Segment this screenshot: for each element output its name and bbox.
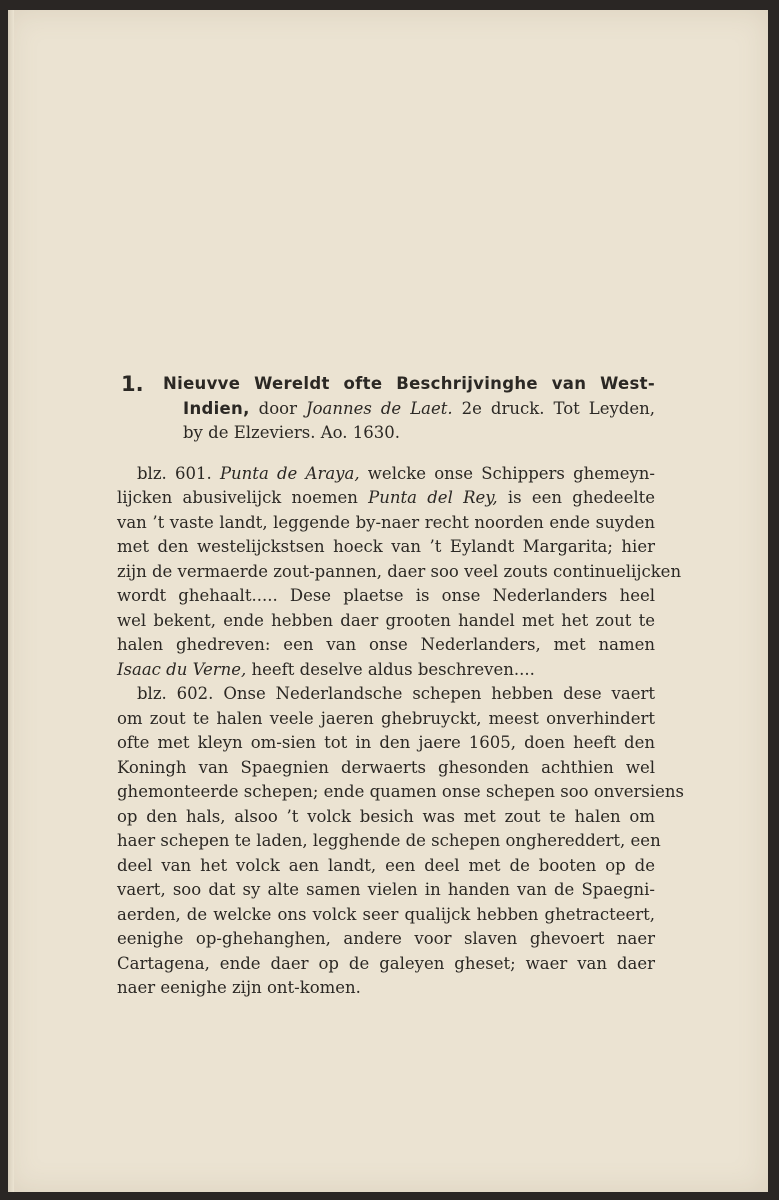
text-line: aerden, de welcke ons volck seer qualijck hebben ghetracteert,	[117, 904, 655, 924]
text-line: blz. 602. Onse Nederlandsche schepen hebben dese vaert	[137, 684, 655, 703]
place-name: Punta del Rey,	[368, 488, 498, 507]
text-line	[117, 486, 655, 511]
text-line: zijn de vermaerde zout-pannen, daer soo veel zouts continuelijcken	[117, 561, 682, 581]
entry-title-line-2	[163, 397, 655, 422]
text-line: deel van het volck aen landt, een deel met de booten op de	[117, 855, 655, 875]
text-line: ofte met kleyn om-sien tot in den jaere 1605, doen heeft den	[117, 733, 655, 752]
paragraph-blz-601	[117, 462, 682, 683]
entry-author: Joannes de Laet.	[306, 398, 453, 418]
text-line: haer schepen te laden, legghende de schepen onghereddert, een	[117, 831, 661, 850]
text-line: halen ghedreven: een van onse Nederlanders, met namen	[117, 635, 655, 654]
text-line: om zout te halen veele jaeren ghebruyckt, meest onverhindert	[117, 708, 655, 728]
text-line: eenighe op-ghehanghen, andere voor slaven ghevoert naer	[117, 929, 655, 948]
text-line: vaert, soo dat sy alte samen vielen in handen van de Spaegni-	[117, 880, 655, 899]
text-line	[117, 462, 655, 487]
text-span: lijcken abusivelijck noemen	[117, 488, 369, 507]
text-line: Cartagena, ende daer op de galeyen gheset; waer van daer	[117, 953, 655, 973]
page-edge	[8, 10, 14, 1192]
place-name: Punta de Araya,	[219, 463, 360, 483]
entry-title-indien: Indien,	[183, 398, 250, 418]
text-line: ghemonteerde schepen; ende quamen onse schepen soo onversiens	[117, 782, 684, 801]
entry-publisher-line: by de Elzeviers. Ao. 1630.	[183, 423, 400, 442]
text-line: met den westelijckstsen hoeck van ’t Eylandt Margarita; hier	[117, 537, 655, 556]
entry-text-block	[117, 372, 684, 1001]
text-span: heeft deselve aldus beschreven....	[246, 659, 535, 679]
entry-heading	[117, 372, 655, 446]
text-line	[117, 658, 655, 683]
text-line: op den hals, alsoo ’t volck besich was met zout te halen om	[117, 806, 655, 826]
text-span: welcke onse Schippers ghemeyn-	[359, 463, 655, 483]
entry-title-line-1: Nieuvve Wereldt ofte Beschrijvinghe van West-	[163, 374, 655, 393]
text-line: wordt ghehaalt..... Dese plaetse is onse Nederlanders heel	[117, 586, 655, 605]
text-line: Koningh van Spaegnien derwaerts ghesonden achthien wel	[117, 757, 655, 777]
text-line: naer eenighe zijn ont-komen.	[117, 978, 361, 997]
entry-door: door	[249, 398, 306, 418]
person-name: Isaac du Verne,	[117, 659, 247, 679]
text-span: is een ghedeelte	[497, 488, 656, 507]
paragraph-blz-602	[117, 682, 684, 1001]
entry-edition: 2e druck. Tot Leyden,	[452, 398, 655, 418]
page-ref: blz. 601.	[137, 463, 220, 483]
entry-number: 1.	[121, 372, 144, 396]
book-page	[8, 10, 768, 1192]
text-line: van ’t vaste landt, leggende by-naer recht noorden ende suyden	[117, 512, 655, 532]
text-line: wel bekent, ende hebben daer grooten handel met het zout te	[117, 610, 655, 630]
